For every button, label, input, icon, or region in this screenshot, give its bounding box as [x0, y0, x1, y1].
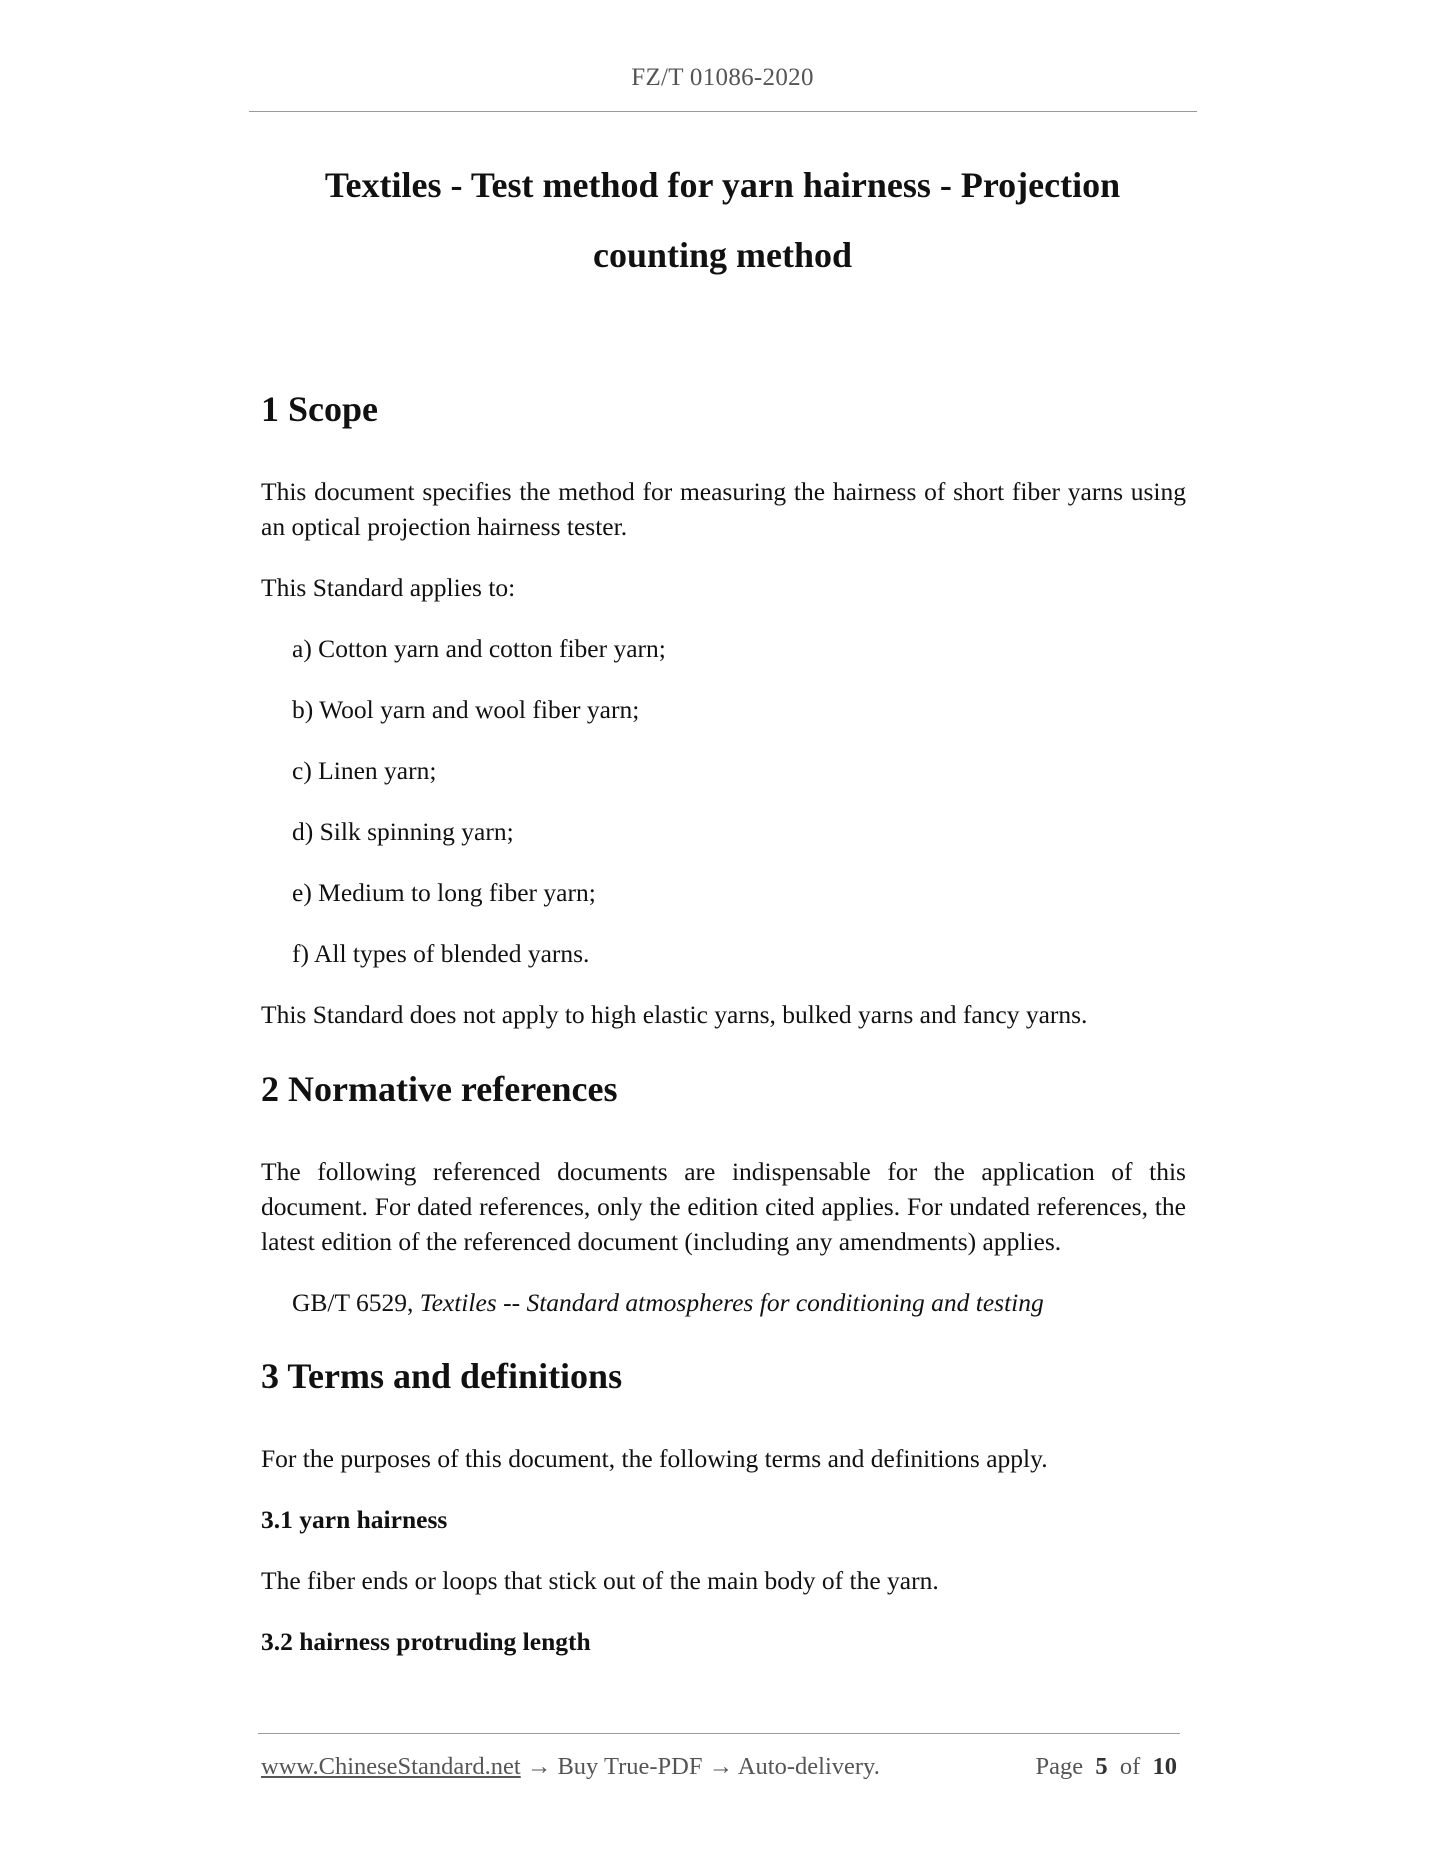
- section-heading-scope: 1 Scope: [261, 389, 378, 429]
- terms-paragraph: For the purposes of this document, the following terms and definitions apply.: [261, 1444, 1048, 1473]
- page-label: Page: [1035, 1753, 1084, 1780]
- scope-list-item-f: f) All types of blended yarns.: [292, 939, 590, 968]
- section-heading-terms-definitions: 3 Terms and definitions: [261, 1356, 623, 1396]
- title-line-2: counting method: [592, 235, 853, 275]
- footer-left: [261, 1752, 880, 1782]
- section-heading-normative-references: 2 Normative references: [261, 1069, 618, 1109]
- footer-delivery-text: → Auto-delivery.: [708, 1753, 880, 1780]
- title-line-1: Textiles - Test method for yarn hairness - Projection: [324, 165, 1121, 205]
- page-total: 10: [1152, 1753, 1177, 1780]
- document-title: [0, 150, 1445, 290]
- term-heading-yarn-hairness: 3.1 yarn hairness: [261, 1505, 448, 1534]
- term-definition-yarn-hairness: The fiber ends or loops that stick out of the main body of the yarn.: [261, 1566, 939, 1595]
- page-number: 5: [1095, 1753, 1108, 1780]
- footer-buy-text: → Buy True-PDF: [526, 1753, 703, 1780]
- page-of-label: of: [1119, 1753, 1141, 1780]
- scope-list-item-d: d) Silk spinning yarn;: [292, 817, 514, 846]
- reference-title: Textiles -- Standard atmospheres for conditioning and testing: [419, 1288, 1044, 1317]
- normative-reference-item: [292, 1285, 1044, 1320]
- term-heading-hairness-protruding-length: 3.2 hairness protruding length: [261, 1627, 591, 1656]
- footer-website-link[interactable]: www.ChineseStandard.net: [261, 1753, 521, 1780]
- scope-paragraph-2: This Standard applies to:: [261, 573, 516, 602]
- header-document-code: FZ/T 01086-2020: [631, 64, 814, 91]
- normative-paragraph: The following referenced documents are indispensable for the application of this document. For dated references, only the edition cited applies. For undated references, the latest edition of the referenced document (including any amendments) applies.: [261, 1157, 1186, 1256]
- header-divider: [249, 111, 1197, 112]
- footer-divider: [258, 1733, 1180, 1734]
- scope-list-item-a: a) Cotton yarn and cotton fiber yarn;: [292, 634, 666, 663]
- scope-list-item-e: e) Medium to long fiber yarn;: [292, 878, 596, 907]
- scope-list-item-b: b) Wool yarn and wool fiber yarn;: [292, 695, 640, 724]
- reference-code: GB/T 6529,: [292, 1288, 414, 1317]
- scope-paragraph-3: This Standard does not apply to high elastic yarns, bulked yarns and fancy yarns.: [261, 1000, 1088, 1029]
- scope-list-item-c: c) Linen yarn;: [292, 756, 437, 785]
- scope-paragraph-1: This document specifies the method for measuring the hairness of short fiber yarns using an optical projection hairness tester.: [261, 477, 1186, 541]
- page-indicator: [1035, 1752, 1177, 1782]
